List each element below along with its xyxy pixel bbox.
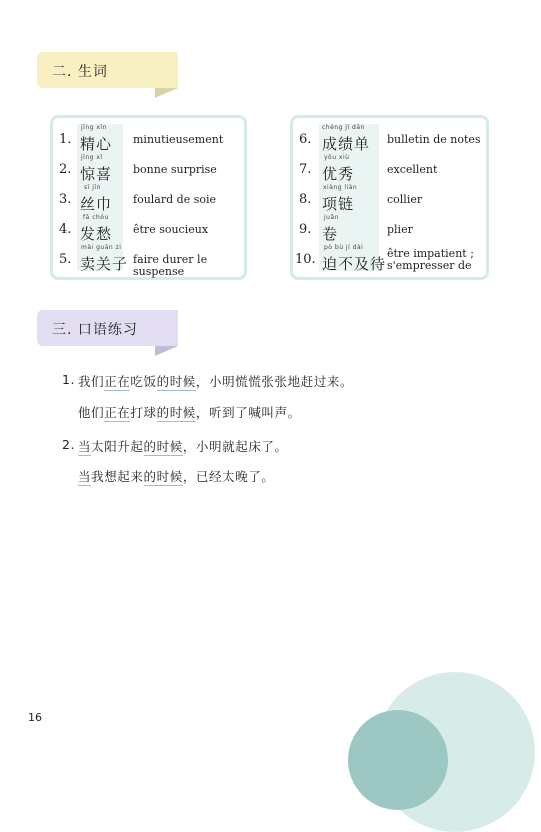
vocab-pinyin: jīng xīn: [81, 124, 107, 131]
vocab-row: [53, 184, 244, 212]
example-sentence: 他们正在打球的时候，听到了喊叫声。: [78, 405, 301, 420]
page-number: 16: [28, 711, 42, 724]
vocab-hanzi: 精心: [80, 135, 113, 153]
vocab-number: 6.: [299, 132, 312, 147]
vocab-french: être impatient ;: [387, 247, 474, 260]
tab-fold: [155, 346, 178, 356]
vocab-number: 8.: [299, 192, 312, 207]
vocab-hanzi: 惊喜: [80, 165, 113, 183]
vocab-hanzi: 迫不及待: [322, 255, 387, 273]
vocab-french: plier: [387, 223, 413, 236]
vocab-pinyin: fā chóu: [83, 214, 109, 221]
vocab-row: [53, 124, 244, 152]
vocab-number: 3.: [59, 192, 72, 207]
vocab-pinyin: yōu xiù: [324, 154, 350, 161]
vocab-pinyin: pò bù jí dài: [324, 244, 364, 251]
vocab-french-cont: s'empresser de: [387, 259, 472, 272]
vocab-french: bulletin de notes: [387, 133, 481, 146]
vocab-pinyin: mài guān zi: [81, 244, 122, 251]
section-title: 三. 口语练习: [52, 322, 138, 338]
exercise-number: 1.: [62, 372, 76, 387]
vocab-pinyin: xiàng liàn: [323, 184, 358, 191]
vocab-box-right: [290, 115, 489, 280]
example-sentence: 我们正在吃饭的时候，小明慌慌张张地赶过来。: [78, 374, 354, 389]
vocab-row: [293, 214, 486, 242]
vocab-french: minutieusement: [133, 133, 224, 146]
vocab-row: [53, 244, 244, 278]
vocab-row: [53, 214, 244, 242]
vocab-number: 10.: [295, 252, 316, 267]
vocab-hanzi: 优秀: [322, 165, 355, 183]
vocab-hanzi: 卖关子: [80, 255, 129, 273]
section-title: 二. 生词: [52, 64, 108, 80]
vocab-row: [293, 184, 486, 212]
vocab-french: collier: [387, 193, 423, 206]
decorative-circle-dark: [348, 710, 448, 810]
vocab-french: faire durer le suspense: [133, 253, 208, 278]
vocab-number: 2.: [59, 162, 72, 177]
vocab-number: 4.: [59, 222, 72, 237]
vocab-row: [53, 154, 244, 182]
vocab-number: 9.: [299, 222, 312, 237]
tab-fold: [155, 88, 178, 98]
vocab-hanzi: 卷: [322, 225, 339, 243]
vocab-box-left: [50, 115, 247, 280]
vocab-pinyin: juǎn: [324, 214, 339, 221]
vocab-row: [293, 244, 486, 272]
vocab-french: foulard de soie: [133, 193, 216, 206]
vocab-pinyin: jīng xǐ: [81, 154, 103, 161]
example-sentence: 当太阳升起的时候，小明就起床了。: [78, 439, 288, 454]
vocab-hanzi: 成绩单: [322, 135, 371, 153]
vocab-hanzi: 发愁: [80, 225, 113, 243]
vocab-row: [293, 124, 486, 152]
vocab-row: [293, 154, 486, 182]
vocab-pinyin: sī jīn: [84, 184, 101, 191]
vocab-pinyin: chéng jì dān: [322, 124, 365, 131]
vocab-french: être soucieux: [133, 223, 209, 236]
section-tab-vocabulary: [37, 52, 178, 88]
exercise-number: 2.: [62, 437, 76, 452]
vocab-hanzi: 项链: [322, 195, 355, 213]
section-tab-speaking: [37, 310, 178, 346]
vocab-number: 1.: [59, 132, 72, 147]
vocab-number: 5.: [59, 252, 72, 267]
vocab-french: bonne surprise: [133, 163, 217, 176]
example-sentence: 当我想起来的时候，已经太晚了。: [78, 469, 275, 484]
vocab-hanzi: 丝巾: [80, 195, 113, 213]
vocab-french: excellent: [387, 163, 438, 176]
vocab-number: 7.: [299, 162, 312, 177]
